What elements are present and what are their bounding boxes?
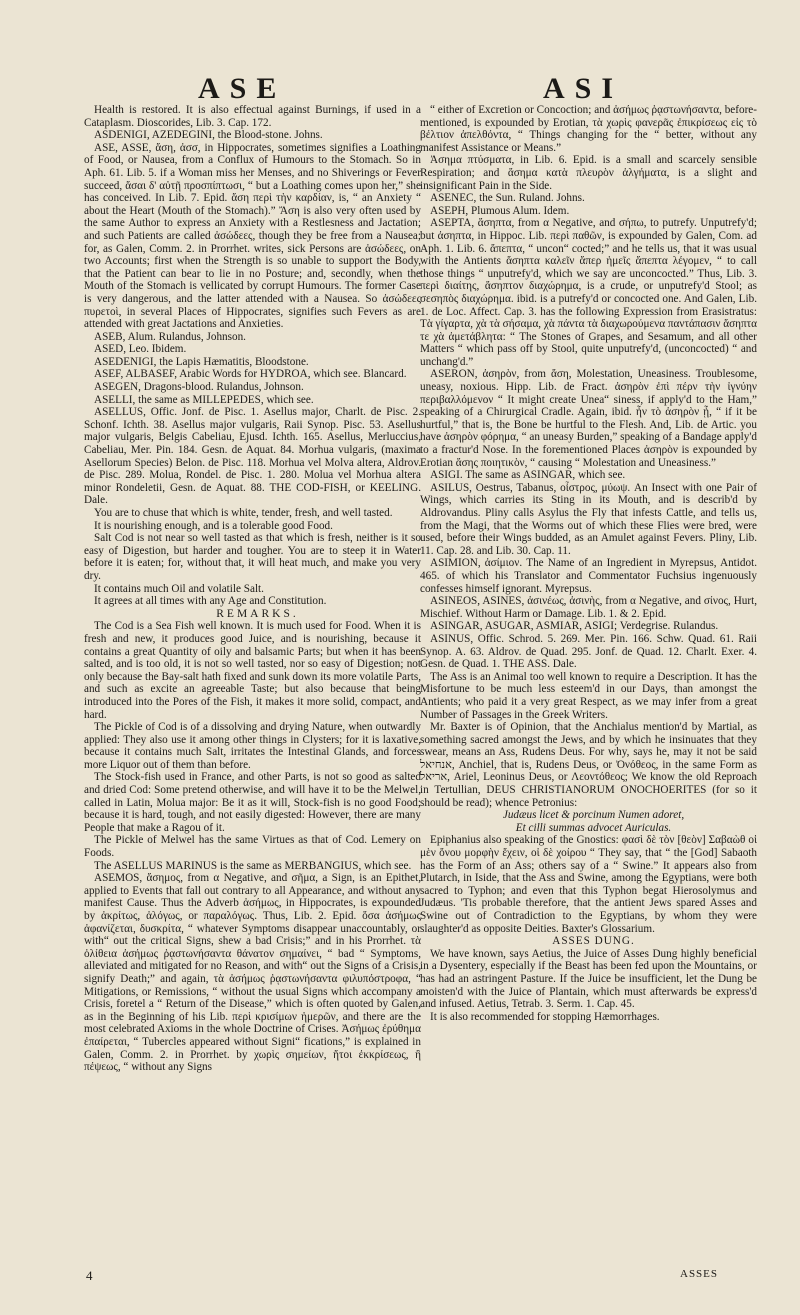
dictionary-entry: ASINEOS, ASINES, ἀσινέως, ἀσινὴς, from α Negative, and σίνος, Hurt, Mischief. Without Harm or Damage. Lib. 1. & 2. Epid. [420, 595, 757, 620]
dictionary-entry: The Pickle of Cod is of a dissolving and drying Nature, when outwardly applied: They also use it among other things in Clysters; for it is laxative, because it contains much Salt, irritates the Intestinal Glands, and forces more Liquor out of them than before. [84, 721, 421, 771]
dictionary-entry: ASILUS, Oestrus, Tabanus, οἶστρος, μύωψ. An Insect with one Pair of Wings, which carries its Sting in its Mouth, and is describ'd by Aldrovandus. Pliny calls Asylus the Fly that infests Cattle, and tells us, from the Magi, that the Worms out of which these Flies were bred, were used, before their Wings budded, as an Amulet against Fevers. Pliny, Lib. 11. Cap. 28. and Lib. 30. Cap. 11. [420, 481, 757, 557]
dictionary-entry: The Stock-fish used in France, and other Parts, is not so good as salted and dried Cod: Some pretend otherwise, and will have it to be the Melwel, called in Latin, Molua major: Be it as it will, Stock-fish is no good Food; because it is hard, tough, and not easily digested: However, there are many People that make a Ragou of it. [84, 771, 421, 834]
dictionary-entry: ASELLUS, Offic. Jonf. de Pisc. 1. Asellus major, Charlt. de Pisc. 2. Schonf. Ichth. 38. Asellus major vulgaris, Raii Synop. Pisc. 53. Asellus major vulgaris, Belgis Cabeliau, Ejusd. Ichth. 165. Asellus, Merluccius, Cabeliau, Mer. Pin. 184. Gesn. de Aquat. 84. Morhua vulgaris, (maxima Asellorum Species) Belon. de Pisc. 118. Morhua vel Molva altera, Aldrov. de Pisc. 289. Molua, Rondel. de Pisc. 1. 280. Molua vel Morhua altera minor Rondeletii, Gesn. de Aquat. 88. THE COD-FISH, or KEELING. Dale. [84, 406, 421, 507]
dictionary-entry: Salt Cod is not near so well tasted as that which is fresh, neither is it so easy of Digestion, but harder and tougher. You are to steep it in Water before it is eaten; for, without that, it will heat much, and make you very dry. [84, 532, 421, 582]
right-entries-after [420, 834, 757, 935]
verse-block [420, 809, 757, 834]
dictionary-entry: ASEB, Alum. Rulandus, Johnson. [94, 330, 246, 343]
dictionary-entry: It contains much Oil and volatile Salt. [94, 582, 264, 595]
right-column [420, 104, 757, 1023]
dictionary-entry: ASED, Leo. Ibidem. [94, 343, 187, 356]
dictionary-entry: ASE, ASSE, ἄση, ἀσσ, in Hippocrates, sometimes signifies a Loathing of Food, or Nausea, from a Conflux of Humours to the Stomach. So in Aph. 61. Lib. 5. if a Woman miss her Menses, and no Shiverings or Fever succeed, ἄσαι δ' αὐτῇ προσπίπτωσι, “ but a Loathing comes upon her,” she has conceived. In Lib. 7. Epid. ἄση περὶ τὴν καρδίαν, is, “ an Anxiety “ about the Heart (Mouth of the Stomach).” Ἄση is also very often used by the same Author to express an Anxiety with a Restlesness and Jactation; and such Patients are called ἀσώδεες, though they be free from a Nausea; for, as Galen, Comm. 2. in Prorrhet. writes, sick Persons are ἀσώδεες, on two Accounts; first when the Strength is so unable to support the Body, that the Patient can bear to lie in no Posture; and, secondly, when the Mouth of the Stomach is vellicated by corrupt Humours. The former Case is very dangerous, and the latter attended with a Nausea. So ἀσώδεες πυρετοὶ, in several Places of Hippocrates, signifies such Fevers as are attended with great Jactations and Anxieties. [84, 141, 421, 331]
verse-line: Judæus licet & porcinum Numen adoret, [502, 809, 685, 822]
dictionary-entry: ASENEC, the Sun. Ruland. Johns. [430, 192, 585, 205]
right-entries-end [420, 948, 757, 1024]
dictionary-entry: ASERON, ἀσηρὸν, from ἄση, Molestation, Uneasiness. Troublesome, uneasy, noxious. Hipp. Lib. de Fract. ἀσηρὸν ἐπὶ πέρν τὴν ἰγνύην περιβαλλόμενον “ It might create Unea“ siness, if apply'd to the Ham,” speaking of a Chirurgical Cradle. Again, ibid. ἦν τὸ ἀσηρὸν ᾖ, “ if it be hurtful,” that is, the Bone be hurtful to the Flesh. And, Lib. de Artic. you have ἀσηρὸν φόρημα, “ an uneasy Burden,” speaking of a Bandage apply'd to a fractur'd Nose. In the forementioned Places ἀσηρὸν is expounded by Erotian ἄσης ποιητικὸν, “ causing “ Molestation and Uneasiness.” [420, 368, 757, 469]
dictionary-entry: Ἀσημα πτύσματα, in Lib. 6. Epid. is a small and scarcely sensible Respiration; and ἄσημα κατὰ πλευρὸν ἀλγήματα, is a slight and insignificant Pain in the Side. [420, 154, 757, 192]
dictionary-entry: The ASELLUS MARINUS is the same as MERBANGIUS, which see. [94, 859, 412, 872]
right-entries [420, 104, 757, 809]
dictionary-entry: You are to chuse that which is white, tender, fresh, and well tasted. [94, 507, 393, 519]
catchword: ASSES [680, 1268, 719, 1280]
dictionary-entry: ASDENIGI, AZEDEGINI, the Blood-stone. Johns. [94, 129, 323, 142]
asses-dung-subhead: ASSES DUNG. [552, 935, 635, 948]
dictionary-entry: The Ass is an Animal too well known to require a Description. It has the Misfortune to be much less esteem'd in our Days, than amongst the Antients; who paid it a very great Respect, as we may infer from a great Number of Passages in the Greek Writers. [420, 670, 757, 721]
dictionary-entry: ASEGEN, Dragons-blood. Rulandus, Johnson. [94, 381, 304, 394]
dictionary-entry: The Cod is a Sea Fish well known. It is much used for Food. When it is fresh and new, it produces good Juice, and is nourishing, because it contains a great Quantity of oily and balsamic Parts; but when it has been salted, and is too old, it is not so well tasted, nor so easy of Digestion; not only because the Bay-salt hath fixed and sunk down its more volatile Parts, and such as excite an agreeable Taste; but also because that being introduced into the Pores of the Fish, it makes it more solid, compact, and hard. [84, 620, 421, 721]
dictionary-entry: ASELLI, the same as MILLEPEDES, which see. [94, 393, 314, 406]
page-number: 4 [86, 1268, 93, 1283]
dictionary-entry: ASINGAR, ASUGAR, ASMIAR, ASIGI; Verdegrise. Rulandus. [430, 620, 719, 633]
dictionary-entry: ASEF, ALBASEF, Arabic Words for HYDROA, which see. Blancard. [94, 368, 407, 381]
dictionary-entry: The Pickle of Melwel has the same Virtues as that of Cod. Lemery on Foods. [84, 834, 421, 860]
dictionary-entry: We have known, says Aetius, the Juice of Asses Dung highly beneficial in a Dysentery, especially if the Beast has been fed upon the Mountains, or has had an astringent Pasture. If the Juice be insufficient, let the Dung be moisten'd with the Juice of Plantain, which must afterwards be express'd and infused. Aetius, Tetrab. 3. Serm. 1. Cap. 45. [420, 947, 757, 1011]
dictionary-entry: ASEPH, Plumous Alum. Idem. [430, 204, 570, 217]
dictionary-entry: “ either of Excretion or Concoction; and ἀσήμως ῥᾳστωνήσαντα, before-mentioned, is expounded by Erotian, τὰ χωρὶς φανερᾶς ἐπικρίσεως εἰς τὸ βέλτιον ἀπελθόντα, “ Things changing for the “ better, without any manifest Assistance or Means.” [420, 104, 757, 154]
left-entries [84, 104, 421, 608]
running-head-right: ASI [543, 72, 624, 105]
left-entries-after [84, 620, 421, 1073]
verse-line: Et cilli summas advocet Auriculas. [515, 821, 672, 834]
dictionary-entry: It is also recommended for stopping Hæmorrhages. [430, 1010, 660, 1023]
dictionary-entry: ASINUS, Offic. Schrod. 5. 269. Mer. Pin. 166. Schw. Quad. 61. Raii Synop. A. 63. Aldrov. de Quad. 295. Jonf. de Quad. 12. Charlt. Exer. 4. Gesn. de Quad. 1. THE ASS. Dale. [420, 632, 757, 671]
dictionary-entry: ASEMOS, ἄσημος, from α Negative, and σῆμα, a Sign, is an Epithet, applied to Events that fall out contrary to all Appearance, and without any manifest Cause. Thus the Adverb ἀσήμως, in Hippocrates, is expounded by ἀκρίτως, ἀλόγως, or παραλόγως. Thus, Lib. 2. Epid. ὅσα ἀσήμως ἀφανίζεται, δυσκρίτα, “ whatever Symptoms disappear unaccountably, or with“ out the critical Signs, shew a bad Crisis;” and in his Prorrhet. τὰ ὀλίθεια ἀσήμως ῥᾳστωνήσαντα θάνατον σημαίνει, “ bad “ Symptoms, alleviated and mitigated for no Reason, and with“ out the Signs of a Crisis, signify Death;” and again, τὰ ἀσήμως ῥᾳστωνήσαντα φιλυπόστροφα, “ Mitigations, or Remissions, “ without the usual Signs which accompany a Crisis, foretel a “ Return of the Disease,” which is often quoted by Galen, as in the Beginning of his Lib. περὶ κρισίμων ἡμερῶν, and there are the most celebrated Axioms in the whole Doctrine of Crises. Ἀσήμως ἐρύθημα ἐπαίρεται, “ Tubercles appeared without Signi“ fications,” is explained in Galen, Comm. 2. in Prorrhet. by χωρὶς σημείων, ἤτοι ἐκκρίσεως, ἢ πέψεως, “ without any Signs [84, 872, 421, 1074]
dictionary-entry: ASIMION, ἀσίμιον. The Name of an Ingredient in Myrepsus, Antidot. 465. of which his Translator and Commentator Fuchsius ingenuously confesses himself ignorant. Myrepsus. [420, 557, 757, 595]
dictionary-entry: ASEPTA, ἄσηπτα, from α Negative, and σήπω, to putrefy. Unputrefy'd; but ἀσηπτα, in Hippoc. Lib. περὶ παθῶν, is expounded by Galen, Com. ad Aph. 1. Lib. 6. ἄπεπτα, “ uncon“ cocted;” and he tells us, that it was usual with the Antients ἄσηπτα καλεῖν ἅπερ ἡμεῖς ἄπεπτα λέγομεν, “ to call those things “ unputrefy'd, which we say are unconcocted.” Thus, Lib. 3. περὶ διαίτης, ἄσηπτον διαχώρημα, is a crude, or unputrefy'd Stool; as σεσηπὸς διαχώρημα. ibid. is a putrefy'd or concocted one. And Galen, Lib. 1. de Loc. Affect. Cap. 3. has the following Expression from Erasistratus: Τὰ γίγαρτα, χὰ τὰ σήσαμα, χὰ πάντα τὰ διαχωρούμενα παντάπασιν ἄσηπτα τε χὰ ἀμετάβλητα: “ The Stones of Grapes, and Sesamum, and all other Matters “ which pass off by Stool, quite unputrefy'd, (unconcocted) “ and unchang'd.” [420, 217, 757, 368]
running-head-left: ASE [198, 72, 287, 105]
dictionary-entry: ASIGI. The same as ASINGAR, which see. [430, 469, 626, 482]
dictionary-entry: Health is restored. It is also effectual against Burnings, if used in a Cataplasm. Dioscorides, Lib. 3. Cap. 172. [84, 104, 421, 129]
dictionary-entry: Epiphanius also speaking of the Gnostics: φασὶ δὲ τὸν [θεὸν] Σαβαὼθ οἱ μὲν ὄνου μορφὴν ἔχειν, οἱ δὲ χοίρου “ They say, that “ the [God] Sabaoth has the Form of an Ass; others say of a “ Swine.” It appears also from Plutarch, in Iside, that the Ass and Swine, among the Egyptians, were both sacred to Typhon; and even that this Typhon begat Hierosolymus and Judæus. 'Tis probable therefore, that the antient Jews spared Asses and Swine out of Contradiction to the Egyptians, by whom they were slaughter'd as opposite Deities. Baxter's Glossarium. [420, 834, 757, 935]
dictionary-entry: It is nourishing enough, and is a tolerable good Food. [94, 519, 333, 532]
remarks-heading: REMARKS. [216, 607, 299, 620]
dictionary-entry: It agrees at all times with any Age and Constitution. [94, 595, 327, 608]
dictionary-entry: Mr. Baxter is of Opinion, that the Anchialus mention'd by Martial, as something sacred amongst the Jews, and by which he insinuates that they swear, means an Ass, Rudens Deus. For why, says he, may it not be said אנחיאל, Anchiel, that is, Rudens Deus, or Ὀνόθεος, in the same Form as אריאל, Ariel, Leoninus Deus, or Λεοντόθεος; We know the old Reproach in Tertullian, DEUS CHRISTIANORUM ONOCHOERITES (for so it should be read); whence Petronius: [420, 721, 757, 809]
left-column [84, 104, 421, 1074]
dictionary-entry: ASEDENIGI, the Lapis Hæmatitis, Bloodstone. [94, 355, 309, 368]
